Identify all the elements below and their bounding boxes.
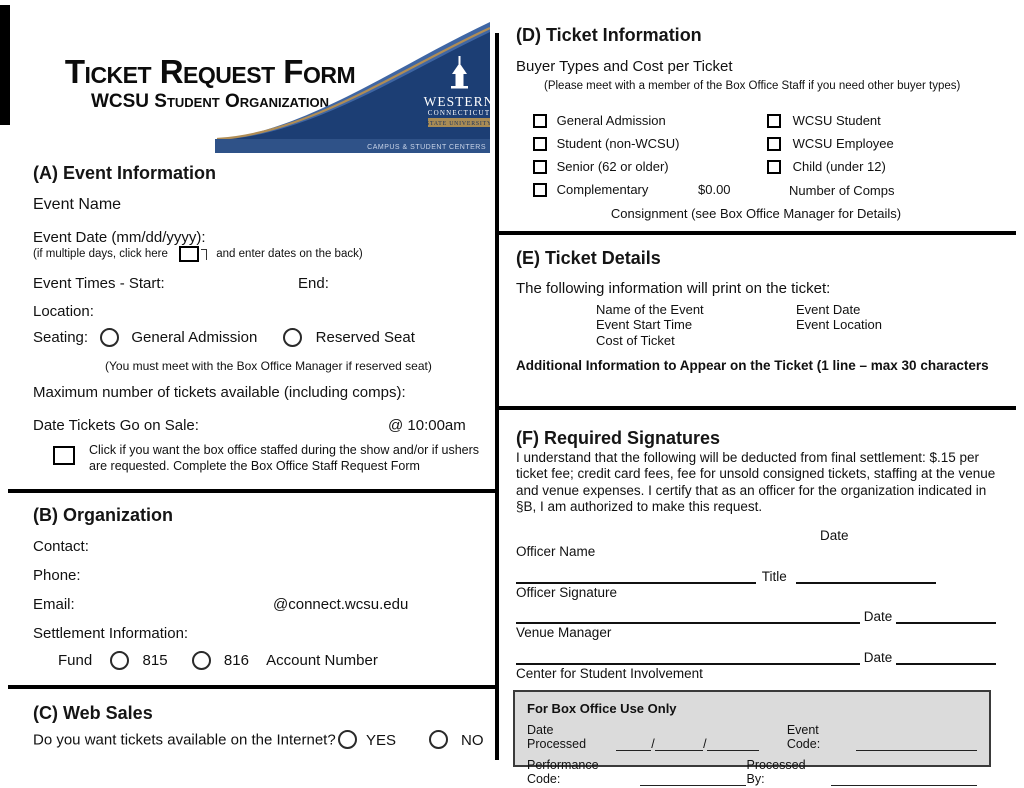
section-f-heading: (F) Required Signatures — [516, 428, 721, 448]
university-logo — [215, 22, 490, 153]
multiple-days-row — [33, 246, 363, 262]
section-d-heading: (D) Ticket Information — [516, 25, 702, 45]
event-name-label: Event Name — [33, 196, 122, 213]
seating-general-radio[interactable] — [100, 328, 119, 347]
on-sale-row — [33, 417, 466, 434]
buyer-types-subheading: Buyer Types and Cost per Ticket — [516, 58, 733, 75]
performance-code-field[interactable] — [640, 773, 747, 786]
logo-state-university-text: STATE UNIVERSITY — [426, 121, 490, 127]
buyer-option-row — [533, 135, 679, 151]
event-code-field[interactable] — [856, 738, 977, 751]
buyer-types-note: (Please meet with a member of the Box Office Staff if you need other buyer types) — [544, 80, 961, 92]
staff-request-note: Click if you want the box office staffed during the show and/or if ushers are requested. Complete the Box Office Staff Request Form — [89, 443, 480, 473]
officer-name-label: Officer Name — [516, 544, 596, 559]
on-sale-label: Date Tickets Go on Sale: — [33, 417, 199, 434]
agreement-text: I understand that the following will be deducted from final settlement: $.15 per ticket fee; credit card fees, fee for unsold consigned tickets, staffing at the venue and venue expenses. I certify that as an officer for the organization indicated in §B, I am authorized to make this request. — [516, 450, 996, 515]
box-office-heading: For Box Office Use Only — [527, 701, 677, 716]
fund-815-radio[interactable] — [110, 651, 129, 670]
slash: / — [703, 737, 707, 751]
senior-checkbox[interactable] — [533, 160, 547, 174]
box-office-row-1 — [527, 723, 977, 751]
column-divider-line — [495, 33, 499, 760]
date-label: Date — [863, 608, 893, 624]
seating-reserved-label: Reserved Seat — [315, 329, 415, 346]
event-times-start-label: Event Times - Start: — [33, 275, 165, 292]
section-organization — [33, 500, 495, 685]
section-required-signatures — [516, 418, 1016, 683]
fund-row — [58, 651, 378, 670]
date-processed-month-field[interactable] — [616, 738, 651, 751]
fund-label: Fund — [58, 652, 93, 669]
print-item: Cost of Ticket — [596, 332, 675, 348]
internet-no-label: NO — [461, 732, 484, 749]
print-intro: The following information will print on the ticket: — [516, 280, 831, 297]
max-tickets-label: Maximum number of tickets available (including comps): — [33, 384, 406, 401]
seating-row — [33, 328, 415, 347]
venue-manager-line-row — [516, 649, 996, 665]
logo-banner-text: CAMPUS & STUDENT CENTERS — [367, 144, 486, 151]
performance-code-label: Performance Code: — [527, 758, 599, 786]
internet-no-radio[interactable] — [429, 730, 448, 749]
fund-816-label: 816 — [223, 652, 249, 669]
event-times-row — [33, 275, 329, 292]
event-code-label: Event Code: — [786, 723, 821, 751]
on-sale-time: @ 10:00am — [388, 417, 466, 434]
officer-signature-field[interactable] — [516, 608, 860, 624]
senior-label: Senior (62 or older) — [556, 159, 669, 175]
date-column-header: Date — [820, 528, 849, 543]
print-items-left — [596, 302, 704, 348]
multiple-days-checkbox[interactable] — [179, 246, 199, 262]
officer-signature-line-row — [516, 608, 996, 624]
title-label: Title — [761, 568, 787, 584]
seating-general-label: General Admission — [131, 329, 258, 346]
section-a-heading: (A) Event Information — [33, 163, 216, 183]
complementary-label: Complementary — [556, 182, 649, 198]
csi-label: Center for Student Involvement — [516, 666, 703, 681]
print-item: Event Location — [796, 317, 883, 333]
section-c-heading: (C) Web Sales — [33, 703, 153, 723]
slash: / — [651, 737, 655, 751]
wcsu-student-label: WCSU Student — [792, 113, 881, 129]
internet-yes-label: YES — [366, 732, 397, 749]
section-b-heading: (B) Organization — [33, 505, 173, 525]
section-web-sales — [33, 703, 495, 783]
complementary-checkbox[interactable] — [533, 183, 547, 197]
venue-manager-signature-field[interactable] — [516, 649, 860, 665]
buyer-option-row — [533, 181, 731, 198]
print-item: Event Date — [796, 302, 861, 317]
number-of-comps-label: Number of Comps — [789, 183, 895, 198]
internet-question-row — [33, 731, 495, 749]
event-date-label: Event Date (mm/dd/yyyy): — [33, 229, 206, 246]
left-edge-mark — [0, 5, 10, 125]
multiple-days-suffix: and enter dates on the back) — [216, 248, 363, 260]
officer-signature-date-field[interactable] — [896, 608, 996, 624]
additional-info-label: Additional Information to Appear on the Ticket (1 line – max 30 characters — [516, 358, 989, 373]
child-label: Child (under 12) — [792, 159, 886, 175]
checkbox-artifact — [201, 249, 207, 260]
page-subtitle: WCSU Student Organization — [90, 91, 330, 112]
processed-by-field[interactable] — [831, 773, 977, 786]
officer-signature-label: Officer Signature — [516, 585, 618, 600]
buyer-option-row — [533, 112, 666, 128]
consignment-note: Consignment (see Box Office Manager for Details) — [610, 206, 902, 221]
general-admission-checkbox[interactable] — [533, 114, 547, 128]
email-domain: @connect.wcsu.edu — [273, 596, 409, 613]
student-nonwcsu-label: Student (non-WCSU) — [556, 136, 680, 152]
student-nonwcsu-checkbox[interactable] — [533, 137, 547, 151]
divider-above-section-c — [8, 685, 497, 689]
contact-label: Contact: — [33, 538, 89, 555]
wcsu-student-checkbox[interactable] — [767, 114, 781, 128]
divider-above-section-f — [499, 406, 1016, 410]
child-checkbox[interactable] — [767, 160, 781, 174]
venue-manager-label: Venue Manager — [516, 625, 612, 640]
complementary-cost: $0.00 — [698, 182, 731, 197]
buyer-option-row — [767, 158, 886, 174]
section-e-heading: (E) Ticket Details — [516, 248, 661, 268]
date-processed-day-field[interactable] — [655, 738, 703, 751]
wcsu-employee-label: WCSU Employee — [792, 136, 894, 152]
staff-request-checkbox[interactable] — [53, 446, 75, 465]
logo-western-text: WESTERN — [423, 94, 490, 109]
general-admission-label: General Admission — [556, 113, 666, 129]
multiple-days-prefix: (if multiple days, click here — [33, 248, 168, 260]
date-processed-year-field[interactable] — [707, 738, 759, 751]
settlement-label: Settlement Information: — [33, 625, 189, 642]
location-label: Location: — [33, 303, 94, 320]
date-label: Date — [863, 649, 893, 665]
page-title: Ticket Request Form — [64, 53, 356, 90]
swoosh-graphic-icon — [215, 22, 490, 153]
seating-reserved-radio[interactable] — [283, 328, 302, 347]
email-label: Email: — [33, 596, 75, 613]
staff-request-row — [53, 443, 483, 474]
event-times-end-label: End: — [298, 275, 329, 292]
print-items-right — [796, 302, 882, 333]
print-item: Event Start Time — [596, 317, 693, 333]
section-ticket-information — [516, 22, 1016, 227]
logo-connecticut-text: CONNECTICUT — [427, 109, 490, 117]
fund-815-label: 815 — [142, 652, 168, 669]
officer-name-field[interactable] — [516, 568, 756, 584]
processed-by-label: Processed By: — [746, 758, 806, 786]
fund-816-radio[interactable] — [192, 651, 211, 670]
internet-question: Do you want tickets available on the Internet? — [33, 731, 336, 749]
wcsu-employee-checkbox[interactable] — [767, 137, 781, 151]
print-item: Name of the Event — [596, 302, 704, 317]
officer-name-line-row — [516, 568, 936, 584]
box-office-row-2 — [527, 758, 977, 786]
section-ticket-details — [516, 242, 1016, 402]
title-field[interactable] — [796, 568, 936, 584]
seating-label: Seating: — [33, 329, 89, 346]
phone-label: Phone: — [33, 567, 81, 584]
divider-above-section-e — [499, 231, 1016, 235]
seating-note: (You must meet with the Box Office Manager if reserved seat) — [105, 359, 432, 373]
email-row — [33, 596, 409, 613]
date-processed-label: Date Processed — [527, 723, 587, 751]
section-event-information — [33, 160, 495, 490]
buyer-option-row — [767, 112, 881, 128]
buyer-option-row — [533, 158, 669, 174]
buyer-option-row — [767, 135, 894, 151]
box-office-use-only — [513, 690, 991, 786]
venue-manager-date-field[interactable] — [896, 649, 996, 665]
account-number-label: Account Number — [266, 652, 378, 669]
internet-yes-radio[interactable] — [338, 730, 357, 749]
